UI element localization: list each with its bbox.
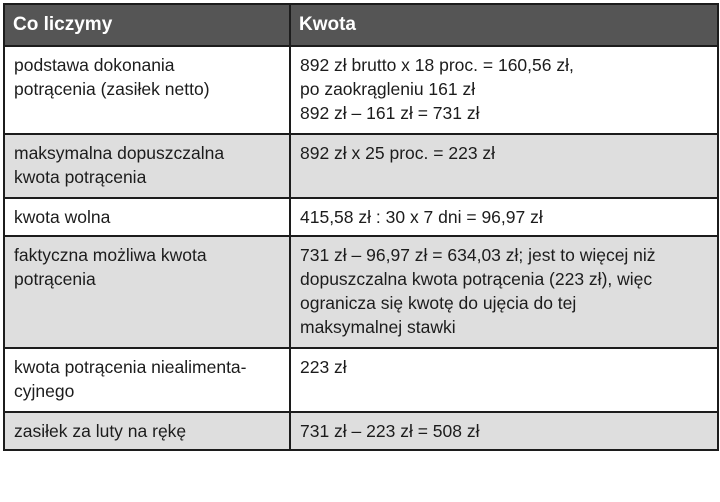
row-value: 415,58 zł : 30 x 7 dni = 96,97 zł [290, 198, 718, 236]
table-row [4, 46, 718, 134]
calculation-table [3, 3, 719, 451]
row-label: faktyczna możliwa kwota potrącenia [4, 236, 290, 348]
row-value: 892 zł brutto x 18 proc. = 160,56 zł, po zaokrągleniu 161 zł 892 zł – 161 zł = 731 zł [290, 46, 718, 134]
table-row [4, 134, 718, 198]
table-row [4, 236, 718, 348]
table-header-row [4, 4, 718, 46]
row-value: 223 zł [290, 348, 718, 412]
row-label: maksymalna dopuszczalna kwota potrącenia [4, 134, 290, 198]
row-value: 731 zł – 223 zł = 508 zł [290, 412, 718, 450]
row-value: 731 zł – 96,97 zł = 634,03 zł; jest to więcej niż dopuszczalna kwota potrącenia (223 zł), więc ogranicza się kwotę do ujęcia do tej maksymalnej stawki [290, 236, 718, 348]
row-label: kwota wolna [4, 198, 290, 236]
row-value: 892 zł x 25 proc. = 223 zł [290, 134, 718, 198]
table-row [4, 348, 718, 412]
header-kwota: Kwota [290, 4, 718, 46]
table-row [4, 412, 718, 450]
row-label: zasiłek za luty na rękę [4, 412, 290, 450]
header-co-liczymy: Co liczymy [4, 4, 290, 46]
row-label: podstawa dokonania potrącenia (zasiłek netto) [4, 46, 290, 134]
table-row [4, 198, 718, 236]
row-label: kwota potrącenia niealimenta- cyjnego [4, 348, 290, 412]
